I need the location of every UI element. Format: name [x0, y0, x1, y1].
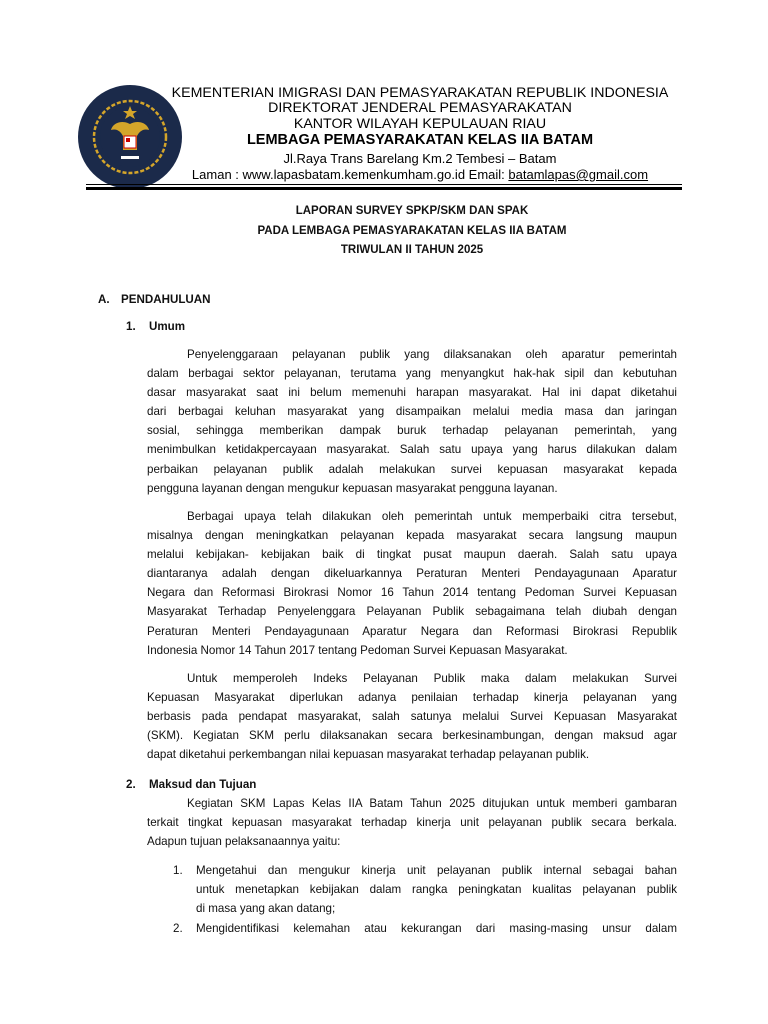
paragraph-line: diantaranya adalah dengan dikeluarkannya Peraturan Menteri Pendayagunaan Aparatur: [147, 567, 677, 581]
paragraph-line: Indonesia Nomor 14 Tahun 2017 tentang Pedoman Survei Kepuasan Masyarakat.: [147, 643, 568, 657]
letterhead-regional-office: KANTOR WILAYAH KEPULAUAN RIAU: [293, 116, 547, 132]
paragraph-line: dasar masyarakat saat ini belum memenuhi harapan masyarakat. Hal ini dapat diketahui: [147, 386, 677, 400]
paragraph-line: Untuk memperoleh Indeks Pelayanan Publik maka dalam melakukan Survei: [187, 672, 677, 685]
paragraph-line: Kegiatan SKM Lapas Kelas IIA Batam Tahun 2025 ditujukan untuk memberi gambaran: [187, 797, 677, 810]
paragraph-3: [147, 669, 677, 764]
paragraph-line: pengguna layanan dengan mengukur kepuasan masyarakat pengguna layanan.: [147, 481, 558, 495]
subsection-1-number: 1.: [126, 320, 136, 333]
paragraph-line: (SKM). Kegiatan SKM perlu dilaksanakan secara berkesinambungan, dengan maksud agar: [147, 729, 677, 743]
list-item-line: di masa yang akan datang;: [196, 902, 336, 916]
paragraph-1: [147, 345, 677, 498]
letterhead-directorate: DIREKTORAT JENDERAL PEMASYARAKATAN: [268, 100, 572, 116]
subsection-2-number: 2.: [126, 778, 136, 791]
paragraph-line: dari berbagai keluhan masyarakat yang disampaikan melalui media masa dan jaringan: [147, 405, 677, 419]
subsection-1-heading: Umum: [149, 320, 186, 333]
objective-list-item-1: [196, 861, 677, 918]
paragraph-line: Peraturan Menteri Pendayagunaan Aparatur Negara dan Reformasi Birokrasi Republik: [147, 624, 677, 638]
objective-list-item-2: [196, 919, 677, 938]
list-item-line: untuk menetapkan kebijakan dalam rangka peningkatan kualitas pelayanan publik: [196, 883, 677, 897]
subsection-2-heading: Maksud dan Tujuan: [149, 778, 257, 791]
website-text: Laman : www.lapasbatam.kemenkumham.go.id Email:: [191, 167, 509, 182]
paragraph-line: menimbulkan ketidakpercayaan masyarakat. Salah satu upaya yang harus dilakukan dalam: [147, 443, 677, 457]
section-a-heading: PENDAHULUAN: [121, 293, 211, 306]
paragraph-line: melalui kebijakan- kebijakan baik di tingkat pusat maupun daerah. Salah satu upaya: [147, 548, 677, 562]
list-item-line: Mengidentifikasi kelemahan atau kekurangan dari masing-masing unsur dalam: [196, 922, 677, 935]
letterhead-contact: [160, 167, 680, 182]
objective-list-number-1: 1.: [173, 864, 183, 877]
report-title-line-2: PADA LEMBAGA PEMASYARAKATAN KELAS IIA BATAM: [257, 225, 567, 237]
paragraph-line: sosial, sehingga memberikan dampak buruk terhadap pelayanan pemerintah, yang: [147, 424, 677, 438]
section-a-number: A.: [98, 293, 110, 306]
paragraph-4: [147, 794, 677, 851]
paragraph-line: dapat diketahui perkembangan nilai kepuasan masyarakat terhadap pelayanan publik.: [147, 748, 590, 762]
objective-list-number-2: 2.: [173, 922, 183, 935]
paragraph-line: terkait tingkat kepuasan masyarakat terhadap kinerja unit pelayanan publik secara berkala.: [147, 816, 677, 830]
report-title-line-1: LAPORAN SURVEY SPKP/SKM DAN SPAK: [295, 205, 529, 217]
paragraph-line: misalnya dengan meningkatkan pelayanan kepada masyarakat secara langsung maupun: [147, 529, 677, 543]
paragraph-line: Adapun tujuan pelaksanaannya yaitu:: [147, 835, 341, 849]
letterhead-ministry: KEMENTERIAN IMIGRASI DAN PEMASYARAKATAN REPUBLIK INDONESIA: [171, 85, 669, 101]
paragraph-line: dalam berbagai sektor pelayanan, terutama yang menyangkut hak-hak sipil dan kebutuhan: [147, 367, 677, 381]
paragraph-line: Penyelenggaraan pelayanan publik yang dilaksanakan oleh aparatur pemerintah: [187, 348, 677, 361]
report-title-line-3: TRIWULAN II TAHUN 2025: [340, 244, 484, 256]
paragraph-line: Kepuasan Masyarakat diperlukan adanya penilaian terhadap kinerja pelayanan yang: [147, 691, 677, 705]
letterhead-divider-thick: [86, 187, 682, 190]
letterhead-address: Jl.Raya Trans Barelang Km.2 Tembesi – Batam: [283, 151, 557, 166]
letterhead-institution: LEMBAGA PEMASYARAKATAN KELAS IIA BATAM: [246, 132, 594, 148]
paragraph-line: Masyarakat Terhadap Penyelenggara Pelayanan Publik sebagaimana telah diubah dengan: [147, 605, 677, 619]
letterhead-divider-thin: [86, 184, 682, 185]
paragraph-line: perbaikan pelayanan publik adalah melakukan survei kepuasan masyarakat kepada: [147, 462, 677, 476]
paragraph-line: Negara dan Reformasi Birokrasi Nomor 16 Tahun 2014 tentang Pedoman Survei Kepuasan: [147, 586, 677, 600]
paragraph-line: Berbagai upaya telah dilakukan oleh pemerintah untuk memperbaiki citra tersebut,: [187, 510, 677, 523]
paragraph-line: berbasis pada pendapat masyarakat, salah satunya melalui Survei Kepuasan Masyarakat: [147, 710, 677, 724]
list-item-line: Mengetahui dan mengukur kinerja unit pelayanan publik internal sebagai bahan: [196, 864, 677, 877]
paragraph-2: [147, 507, 677, 660]
email-link[interactable]: batamlapas@gmail.com: [508, 167, 649, 182]
